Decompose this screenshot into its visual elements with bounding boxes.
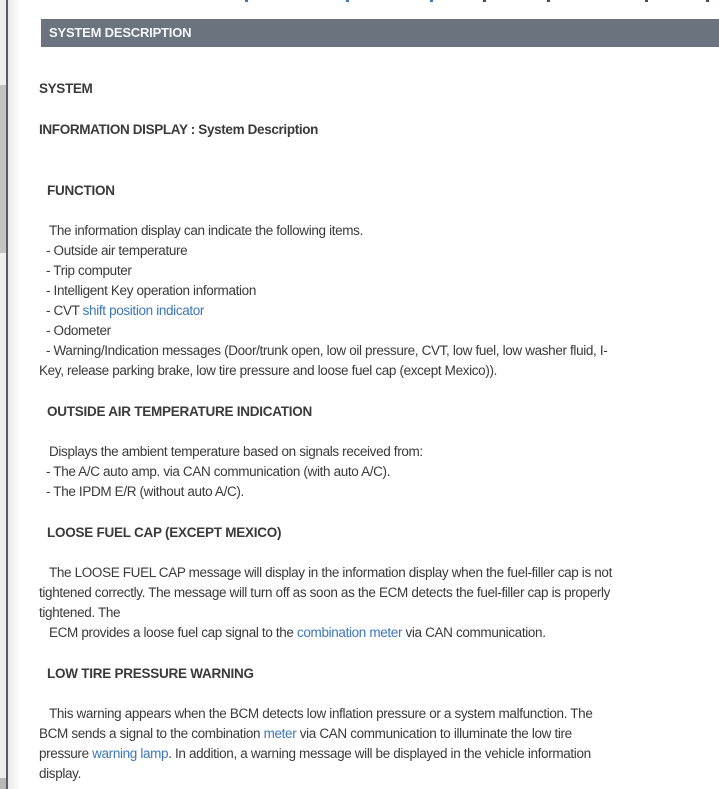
text-segment: - The IPDM E/R (without auto A/C). bbox=[46, 484, 244, 499]
text-line bbox=[39, 361, 719, 381]
section-title-bar-label: SYSTEM DESCRIPTION bbox=[49, 25, 192, 40]
section-title-bar bbox=[41, 19, 719, 47]
section-loose-fuel-cap-except-mexico bbox=[39, 523, 719, 643]
cutoff-text-remnant bbox=[245, 0, 248, 2]
cutoff-text-remnant bbox=[645, 0, 648, 2]
section-heading: FUNCTION bbox=[47, 183, 115, 198]
text-segment: . In addition, a warning message will be displayed in the vehicle information bbox=[168, 746, 591, 761]
section-function bbox=[39, 181, 719, 381]
section-body bbox=[39, 442, 719, 502]
doc-subtitle: INFORMATION DISPLAY : System Description bbox=[39, 122, 319, 137]
section-body bbox=[39, 221, 719, 381]
text-line bbox=[39, 583, 719, 603]
text-line bbox=[39, 442, 719, 462]
text-line bbox=[39, 321, 719, 341]
section-low-tire-pressure-warning bbox=[39, 664, 719, 784]
text-segment: display. bbox=[39, 766, 81, 781]
link-meter[interactable]: meter bbox=[263, 726, 297, 741]
text-line bbox=[39, 704, 719, 724]
text-line bbox=[39, 341, 719, 361]
text-segment: The information display can indicate the following items. bbox=[49, 223, 363, 238]
text-line bbox=[39, 764, 719, 784]
text-segment: - Warning/Indication messages (Door/trunk open, low oil pressure, CVT, low fuel, low washer fluid, I- bbox=[46, 343, 608, 358]
text-line bbox=[39, 724, 719, 744]
text-segment: - Odometer bbox=[46, 323, 111, 338]
cutoff-text-remnant bbox=[547, 0, 550, 2]
text-segment: The LOOSE FUEL CAP message will display in the information display when the fuel-filler cap is not bbox=[49, 565, 612, 580]
text-line bbox=[39, 281, 719, 301]
text-line bbox=[39, 482, 719, 502]
section-outside-air-temperature-indication bbox=[39, 402, 719, 502]
content-left-shadow bbox=[8, 0, 20, 789]
text-segment: pressure bbox=[39, 746, 93, 761]
text-segment: via CAN communication. bbox=[402, 625, 546, 640]
section-body bbox=[39, 563, 719, 643]
link-warning-lamp[interactable]: warning lamp bbox=[92, 746, 169, 761]
text-segment: Key, release parking brake, low tire pressure and loose fuel cap (except Mexico)). bbox=[39, 363, 498, 378]
text-segment: - Trip computer bbox=[46, 263, 132, 278]
text-segment: ECM provides a loose fuel cap signal to the bbox=[49, 625, 297, 640]
text-segment: - Outside air temperature bbox=[46, 243, 188, 258]
text-line bbox=[39, 301, 719, 321]
text-segment: - The A/C auto amp. via CAN communication (with auto A/C). bbox=[46, 464, 391, 479]
text-line bbox=[39, 603, 719, 623]
link-shift-position-indicator[interactable]: shift position indicator bbox=[82, 303, 205, 318]
text-line bbox=[39, 462, 719, 482]
text-segment: tightened correctly. The message will turn off as soon as the ECM detects the fuel-filler cap is properly bbox=[39, 585, 611, 600]
text-segment: via CAN communication to illuminate the low tire bbox=[296, 726, 572, 741]
text-line bbox=[39, 261, 719, 281]
section-heading: LOW TIRE PRESSURE WARNING bbox=[47, 666, 254, 681]
sections bbox=[39, 181, 719, 784]
text-line bbox=[39, 241, 719, 261]
cutoff-text-remnant bbox=[430, 0, 433, 2]
text-segment: - CVT bbox=[46, 303, 83, 318]
text-segment: Displays the ambient temperature based on signals received from: bbox=[49, 444, 423, 459]
cutoff-text-remnant bbox=[346, 0, 349, 2]
text-segment: - Intelligent Key operation information bbox=[46, 283, 256, 298]
section-heading: LOOSE FUEL CAP (EXCEPT MEXICO) bbox=[47, 525, 282, 540]
cutoff-text-remnant bbox=[706, 0, 709, 2]
text-line bbox=[39, 221, 719, 241]
cutoff-text-remnant bbox=[483, 0, 486, 2]
link-combination-meter[interactable]: combination meter bbox=[297, 625, 403, 640]
text-line bbox=[39, 623, 719, 643]
text-line bbox=[39, 744, 719, 764]
text-segment: This warning appears when the BCM detects low inflation pressure or a system malfunction. The bbox=[49, 706, 593, 721]
doc-title-system: SYSTEM bbox=[39, 81, 93, 96]
section-heading: OUTSIDE AIR TEMPERATURE INDICATION bbox=[47, 404, 313, 419]
text-segment: BCM sends a signal to the combination bbox=[39, 726, 264, 741]
text-segment: tightened. The bbox=[39, 605, 121, 620]
section-body bbox=[39, 704, 719, 784]
document-body bbox=[39, 47, 719, 784]
text-line bbox=[39, 563, 719, 583]
